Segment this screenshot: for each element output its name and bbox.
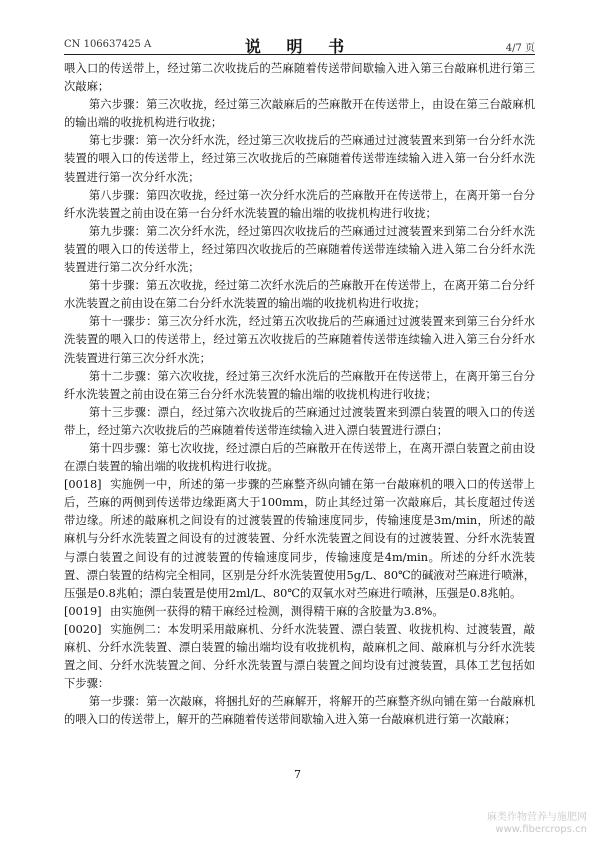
paragraph xyxy=(64,96,535,132)
paragraph xyxy=(64,404,535,440)
paragraph-text: 第九步骤：第二次分纤水洗，经过第四次收拢后的苎麻通过过渡装置来到第二台分纤水洗装置的喂入口的传送带上，经过第四次收拢后的苎麻随着传送带连续输入进入第二台分纤水洗装置进行第二次分纤水洗； xyxy=(64,224,535,275)
paragraph-text: 由实施例一获得的精干麻经过检测，测得精干麻的含胶量为3.8%。 xyxy=(110,604,444,618)
document-title: 说 明 书 xyxy=(244,37,355,56)
paragraph xyxy=(64,277,535,313)
paragraph xyxy=(64,60,535,96)
paragraph xyxy=(64,440,535,476)
paragraph xyxy=(64,313,535,367)
document-body xyxy=(64,60,535,729)
paragraph xyxy=(64,368,535,404)
paragraph-text: 实施例二：本发明采用敲麻机、分纤水洗装置、漂白装置、收拢机构、过渡装置，敲麻机、分纤水洗装置、漂白装置的输出端均设有收拢机构，敲麻机之间、敲麻机与分纤水洗装置之间、分纤水洗装置之间、分纤水洗装置与漂白装置之间均设有过渡装置，具体工艺包括如下步骤： xyxy=(64,622,535,691)
paragraph-text: 第七步骤：第一次分纤水洗，经过第三次收拢后的苎麻通过过渡装置来到第一台分纤水洗装置的喂入口的传送带上，经过第三次收拢后的苎麻随着传送带连续输入进入第一台分纤水洗装置进行第一次分纤水洗； xyxy=(64,134,535,184)
paragraph-text: 第十四步骤：第七次收拢，经过漂白后的苎麻散开在传送带上，在离开漂白装置之前由设在漂白装置的输出端的收拢机构进行收拢。 xyxy=(64,441,535,474)
patent-number: CN 106637425 A xyxy=(64,39,152,50)
paragraph-text: 第十二步骤：第六次收拢，经过第三次纤水洗后的苎麻散开在传送带上，在离开第三台分纤水洗装置之前由设在第三台分纤水洗装置的输出端的收拢机构进行收拢； xyxy=(64,369,535,401)
paragraph xyxy=(64,223,535,277)
paragraph-text: 第一步骤：第一次敲麻，将捆扎好的苎麻解开，将解开的苎麻整齐纵向铺在第一台敲麻机的喂入口的传送带上，解开的苎麻随着传送带间歇输入进入第一台敲麻机进行第一次敲麻； xyxy=(64,695,535,727)
paragraph-text: 实施例一中，所述的第一步骤的苎麻整齐纵向铺在第一台敲麻机的喂入口的传送带上后，苎麻的两侧到传送带边缘距离大于100mm，防止其经过第一次敲麻后，其长度超过传送带边缘。所述的敲麻机之间设有的过渡装置的传输速度同步，传输速度是3m/min，所述的敲麻机与分纤水洗装置之间设有的过渡装置、分纤水洗装置之间设有的过渡装置、分纤水洗装置与漂白装置之间设有的过渡装置的传输速度同步，传输速度是4m/min。所述的分纤水洗装置、漂白装置的结构完全相同，区别是分纤水洗装置使用5g/L、80℃的碱液对苎麻进行喷淋，压强是0.8兆帕；漂白装置是使用2ml/L、80℃的双氧水对苎麻进行喷淋，压强是0.8兆帕。 xyxy=(64,478,535,600)
paragraph-text: 第十一骤步：第三次分纤水洗，经过第五次收拢后的苎麻通过过渡装置来到第三台分纤水洗装置的喂入口的传送带上，经过第五次收拢后的苎麻随着传送带连续输入进入第三台分纤水洗装置进行第三次分纤水洗； xyxy=(64,315,535,365)
paragraph xyxy=(64,476,535,603)
paragraph-number: [0020] xyxy=(64,622,102,636)
paragraph-text: 喂入口的传送带上，经过第二次收拢后的苎麻随着传送带间歇输入进入第三台敲麻机进行第三次敲麻； xyxy=(64,62,535,94)
paragraph-text: 第十三步骤：漂白，经过第六次收拢后的苎麻通过过渡装置来到漂白装置的喂入口的传送带上，经过第六次收拢后的苎麻随着传送带连续输入进入漂白装置进行漂白； xyxy=(64,405,535,437)
paragraph-text: 第八步骤：第四次收拢，经过第一次分纤水洗后的苎麻散开在传送带上，在离开第一台分纤水洗装置之前由设在第一台分纤水洗装置的输出端的收拢机构进行收拢； xyxy=(64,188,535,220)
watermark-url: www.fibercrops.cn xyxy=(495,824,587,835)
paragraph-text: 第六步骤：第三次收拢，经过第三次敲麻后的苎麻散开在传送带上，由设在第三台敲麻机的输出端的收拢机构进行收拢； xyxy=(64,98,535,130)
watermark xyxy=(487,812,587,836)
paragraph xyxy=(64,187,535,223)
paragraph xyxy=(64,693,535,729)
page-number: 7 xyxy=(294,768,301,781)
page-indicator: 4/7 页 xyxy=(505,43,535,54)
paragraph xyxy=(64,621,535,693)
paragraph xyxy=(64,603,535,621)
paragraph xyxy=(64,132,535,186)
paragraph-number: [0018] xyxy=(64,478,102,492)
page-header xyxy=(64,34,535,55)
paragraph-text: 第十步骤：第五次收拢，经过第二次纤水洗后的苎麻散开在传送带上，在离开第二台分纤水洗装置之前由设在第二台分纤水洗装置的输出端的收拢机构进行收拢； xyxy=(64,279,535,311)
watermark-text: 麻类作物营养与施肥网 xyxy=(487,812,587,823)
paragraph-number: [0019] xyxy=(64,604,102,618)
